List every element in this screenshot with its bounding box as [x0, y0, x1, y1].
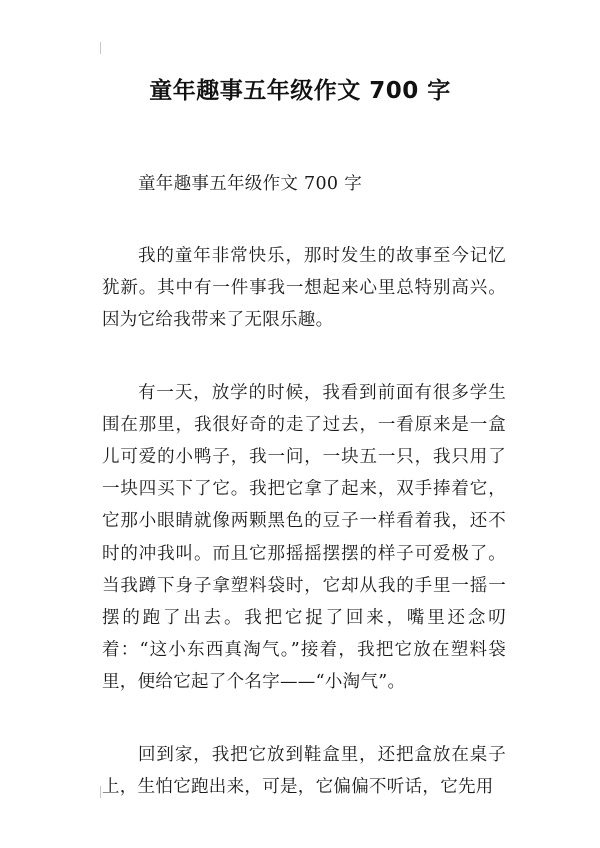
- paragraph-1: 我的童年非常快乐，那时发生的故事至今记忆犹新。其中有一件事我一想起来心里总特别高兴。因为它给我带来了无限乐趣。: [102, 246, 506, 331]
- page-corner-mark-bottom: [100, 786, 101, 798]
- paragraph-3: 回到家，我把它放到鞋盒里，还把盒放在桌子上，生怕它跑出来，可是，它偏偏不听话，它先用: [102, 744, 506, 797]
- page-corner-mark-top: [100, 42, 101, 54]
- paragraph-2: 有一天，放学的时候，我看到前面有很多学生围在那里，我很好奇的走了过去，一看原来是一盒儿可爱的小鸭子，我一问，一块五一只，我只用了一块四买下了它。我把它拿了起来，双手捧着它，它那小眼睛就像两颗黑色的豆子一样看着我，还不时的冲我叫。而且它那摇摇摆摆的样子可爱极了。当我蹲下身子拿塑料袋时，它却从我的手里一摇一摆的跑了出去。我把它捉了回来，嘴里还念叨着：“这小东西真淘气。”接着，我把它放在塑料袋里，便给它起了个名字——“小淘气”。: [102, 382, 506, 693]
- document-body: [102, 168, 506, 843]
- document-title: 童年趣事五年级作文 700 字: [149, 78, 451, 104]
- document-subtitle: 童年趣事五年级作文 700 字: [138, 174, 363, 194]
